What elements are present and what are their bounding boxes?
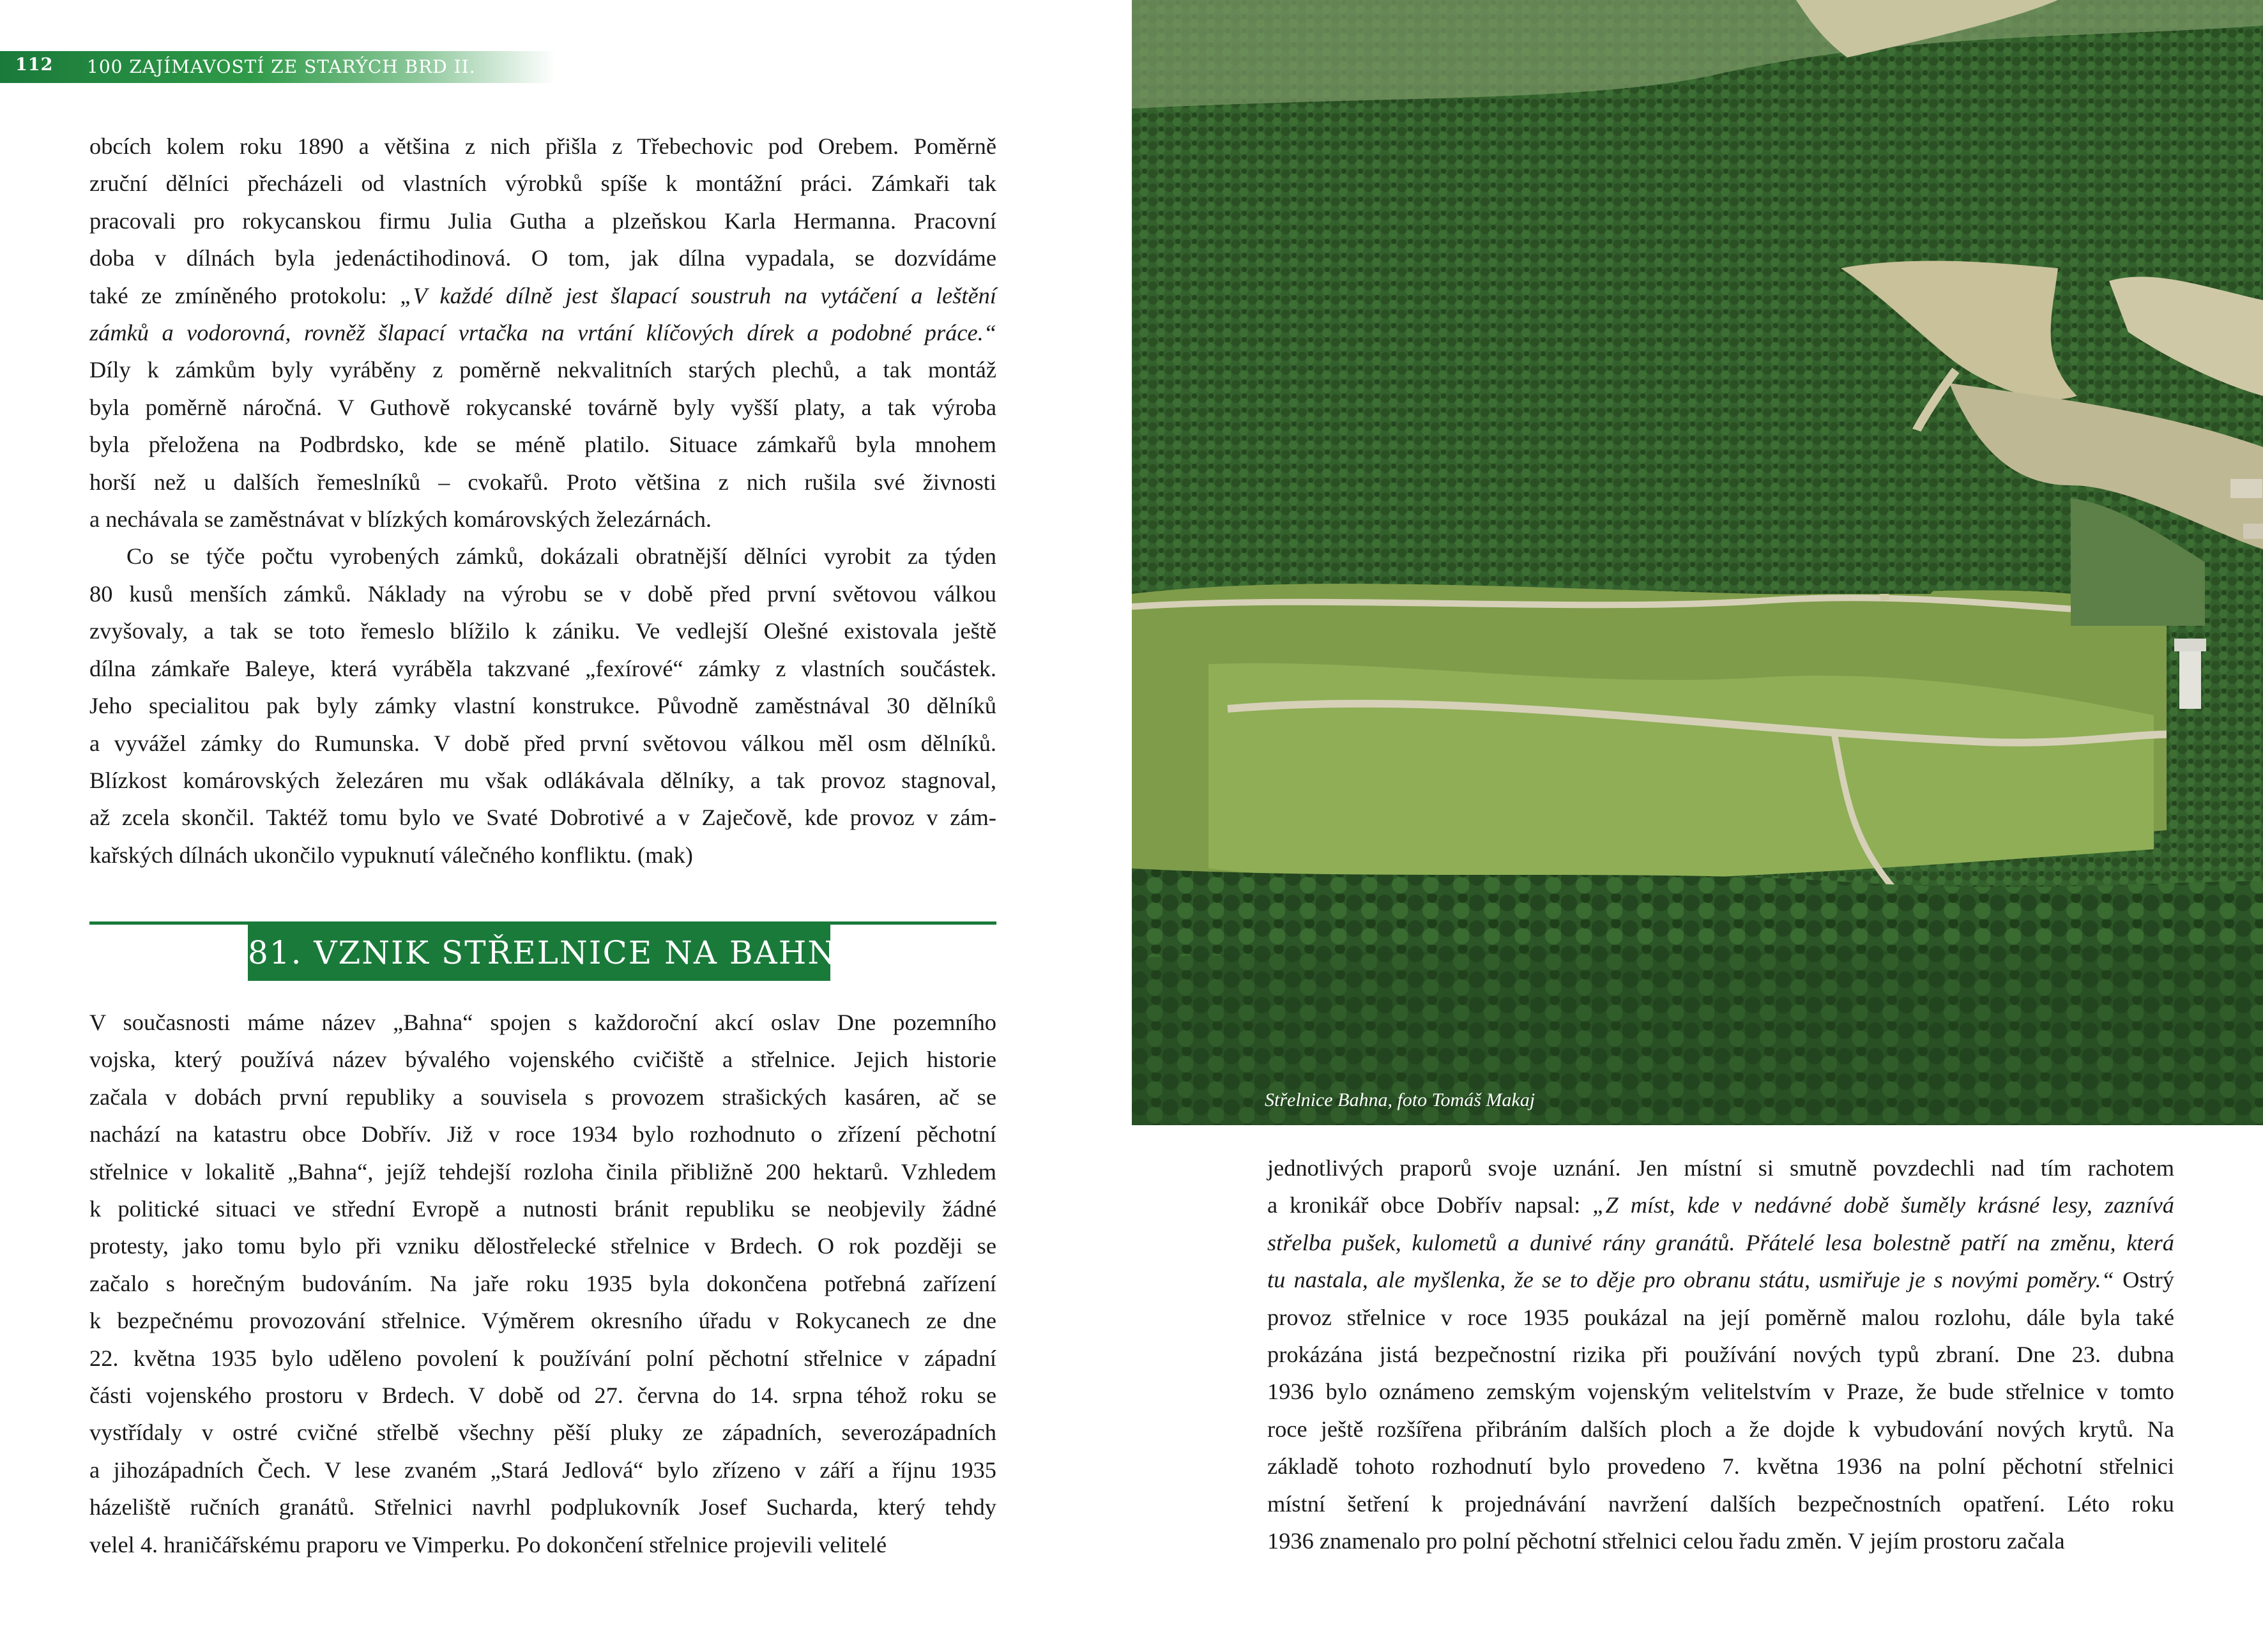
text-line: střelba pušek, kulometů a dunivé rány granátů. Přátelé lesa bolestně patří na změnu, která bbox=[1267, 1229, 2174, 1255]
text-line: Blízkost komárovských železáren mu však odlákávala dělníky, a tak provoz stagnoval, bbox=[89, 767, 996, 793]
text-line: nachází na katastru obce Dobřív. Již v roce 1934 bylo rozhodnuto o zřízení pěchotní bbox=[89, 1121, 996, 1148]
section-title: 81. VZNIK STŘELNICE NA BAHNECH bbox=[248, 925, 830, 981]
text-line: Jeho specialitou pak byly zámky vlastní konstrukce. Původně zaměstnával 30 dělníků bbox=[89, 693, 996, 719]
text-line: Co se týče počtu vyrobených zámků, dokázali obratnější dělníci vyrobit za týden bbox=[126, 543, 996, 570]
text-line: vystřídaly v ostré cvičné střelbě všechny pěší pluky ze západních, severozápadních bbox=[89, 1420, 996, 1446]
text-line: roce ještě rozšířena přibráním dalších ploch a že dojde k vybudování nových krytů. Na bbox=[1267, 1416, 2174, 1442]
text-line: byla přeložena na Podbrdsko, kde se méně platilo. Situace zámkařů byla mnohem bbox=[89, 432, 996, 458]
text-column-bottom bbox=[89, 1004, 996, 1563]
text-line: velel 4. hraničářskému praporu ve Vimperku. Po dokončení střelnice projevili velitelé bbox=[89, 1531, 887, 1557]
text-line: Díly k zámkům byly vyráběny z poměrně nekvalitních starých plechů, a tak montáž bbox=[89, 357, 996, 383]
aerial-photo bbox=[1132, 0, 2263, 1125]
running-header bbox=[0, 51, 556, 83]
text-line: provoz střelnice v roce 1935 poukázal na její poměrně malou rozlohu, dále byla také bbox=[1267, 1304, 2174, 1330]
book-title: 100 ZAJÍMAVOSTÍ ZE STARÝCH BRD II. bbox=[87, 56, 476, 77]
text-line: k bezpečnému provozování střelnice. Výměrem okresního úřadu v Rokycanech ze dne bbox=[89, 1308, 996, 1334]
text-line: střelnice v lokalitě „Bahna“, jejíž tehdejší rozloha činila přibližně 200 hektarů. Vzhledem bbox=[89, 1158, 996, 1185]
text-line: dílna zámkaře Baleye, která vyráběla takzvané „fexírové“ zámky z vlastních součástek. bbox=[89, 655, 996, 681]
page-number: 112 bbox=[15, 55, 54, 75]
text-line: tu nastala, ale myšlenka, že se to děje pro obranu státu, usmiřuje je s novými poměry.“ Ostrý bbox=[1267, 1267, 2174, 1293]
text-line: 22. května 1935 bylo uděleno povolení k používání polní pěchotní střelnice v západní bbox=[89, 1345, 996, 1371]
text-line: k politické situaci ve střední Evropě a nutnosti bránit republiku se neobjevily žádné bbox=[89, 1196, 996, 1222]
text-line: místní šetření k projednávání navržení dalších bezpečnostních opatření. Léto roku bbox=[1267, 1490, 2174, 1517]
text-line: začalo s horečným budováním. Na jaře roku 1935 byla dokončena potřebná zařízení bbox=[89, 1270, 996, 1296]
text-line: také ze zmíněného protokolu: „V každé dílně jest šlapací soustruh na vytáčení a leštění bbox=[89, 282, 996, 308]
photo-caption: Střelnice Bahna, foto Tomáš Makaj bbox=[1265, 1089, 1535, 1110]
text-line: V současnosti máme název „Bahna“ spojen s každoroční akcí oslav Dne pozemního bbox=[89, 1010, 996, 1035]
text-line: 1936 znamenalo pro polní pěchotní střelnici celou řadu změn. V jejím prostoru začala bbox=[1267, 1528, 2065, 1554]
text-line: prokázána jistá bezpečnostní rizika při používání nových typů zbraní. Dne 23. dubna bbox=[1267, 1342, 2174, 1368]
text-line: byla poměrně náročná. V Guthově rokycanské továrně byly vyšší platy, a tak výroba bbox=[89, 394, 996, 420]
text-line: a jihozápadních Čech. V lese zvaném „Stará Jedlová“ bylo zřízeno v září a říjnu 1935 bbox=[89, 1457, 996, 1483]
text-column-right bbox=[1267, 1149, 2174, 1559]
text-line: a vyvážel zámky do Rumunska. V době před první světovou válkou měl osm dělníků. bbox=[89, 730, 996, 756]
text-line: obcích kolem roku 1890 a většina z nich přišla z Třebechovic pod Orebem. Poměrně bbox=[89, 133, 996, 159]
text-line: zámků a vodorovná, rovněž šlapací vrtačka na vrtání klíčových dírek a podobné práce.“ bbox=[89, 320, 996, 346]
text-line: doba v dílnách byla jedenáctihodinová. O tom, jak dílna vypadala, se dozvídáme bbox=[89, 245, 996, 271]
text-line: házeliště ručních granátů. Střelnici navrhl podplukovník Josef Sucharda, který tehdy bbox=[89, 1494, 996, 1520]
text-line: až zcela skončil. Taktéž tomu bylo ve Svaté Dobrotivé a v Zaječově, kde provoz v zám- bbox=[89, 805, 996, 831]
text-line: 80 kusů menších zámků. Náklady na výrobu se v době před první světovou válkou bbox=[89, 580, 996, 607]
paragraph-1 bbox=[89, 128, 996, 538]
text-line: základě tohoto rozhodnutí bylo provedeno 7. května 1936 na polní pěchotní střelnici bbox=[1267, 1453, 2174, 1480]
text-line: jednotlivých praporů svoje uznání. Jen místní si smutně povzdechli nad tím rachotem bbox=[1267, 1155, 2174, 1181]
text-line: kařských dílnách ukončilo vypuknutí válečného konfliktu. (mak) bbox=[89, 842, 693, 868]
text-line: zruční dělníci přecházeli od vlastních výrobků spíše k montážní práci. Zámkaři tak bbox=[89, 171, 996, 197]
paragraph-2 bbox=[89, 538, 996, 874]
text-line: vojska, který používá název bývalého vojenského cvičiště a střelnice. Jejich historie bbox=[89, 1047, 996, 1073]
text-line: horší než u dalších řemeslníků – cvokařů. Proto většina z nich rušila své živnosti bbox=[89, 469, 996, 495]
text-line: zvyšovaly, a tak se toto řemeslo blížilo k zániku. Ve vedlejší Olešné existovala ještě bbox=[89, 618, 996, 644]
text-line: a kronikář obce Dobřív napsal: „Z míst, kde v nedávné době šuměly krásné lesy, zaznívá bbox=[1267, 1192, 2174, 1218]
text-line: protesty, jako tomu bylo při vzniku dělostřelecké střelnice v Brdech. O rok později se bbox=[89, 1233, 996, 1259]
aerial-photo-illustration bbox=[1132, 0, 2263, 1125]
text-line: a nechávala se zaměstnávat v blízkých komárovských železárnách. bbox=[89, 506, 712, 533]
text-line: začala v dobách první republiky a souvisela s provozem strašických kasáren, ač se bbox=[89, 1084, 996, 1110]
text-line: 1936 bylo oznámeno zemským vojenským velitelstvím v Praze, že bude střelnice v tomto bbox=[1267, 1379, 2174, 1405]
text-line: pracovali pro rokycanskou firmu Julia Gutha a plzeňskou Karla Hermanna. Pracovní bbox=[89, 208, 996, 234]
text-column-top bbox=[89, 128, 996, 874]
text-line: části vojenského prostoru v Brdech. V době od 27. června do 14. srpna téhož roku se bbox=[89, 1383, 996, 1409]
